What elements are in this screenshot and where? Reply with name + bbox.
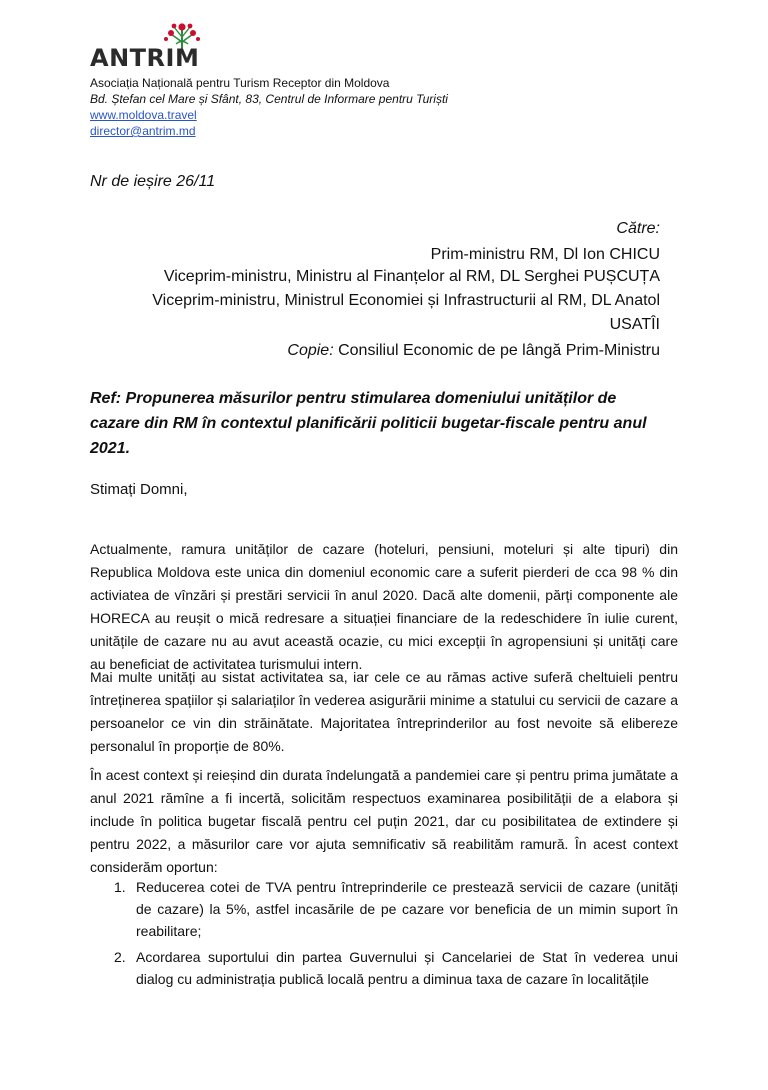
logo-text: ANTRIM: [90, 44, 200, 72]
recipient-finance-minister: Viceprim-ministru, Ministru al Finanțelor al RM, DL Serghei PUȘCUȚA: [163, 268, 660, 285]
recipient-prime-minister: Prim-ministru RM, Dl Ion CHICU: [430, 246, 660, 263]
copy-recipient-name: Consiliul Economic de pe lângă Prim-Ministru: [333, 342, 660, 359]
organization-name: Asociația Națională pentru Turism Receptor din Moldova: [90, 76, 390, 90]
outgoing-number: Nr de ieșire 26/11: [90, 173, 216, 190]
copy-label: Copie:: [287, 342, 334, 359]
recipients-label: Către:: [616, 220, 660, 237]
email-link[interactable]: director@antrim.md: [90, 124, 196, 138]
paragraph: În acest context și reieșind din durata îndelungată a pandemiei care și pentru prima jumătate a anul 2021 rămîne a fi incertă, solicităm respectuos examinarea posibilității de a elabora și include în politica bugetar fiscală pentru cel puțin 2021, dar cu posibilitatea de extindere și pentru 2022, a măsurilor care vor ajuta semnificativ să reabilităm ramură. În acest context considerăm oportun:: [90, 767, 678, 875]
reference-subject: Ref: Propunerea măsurilor pentru stimularea domeniului unităților de cazare din RM în contextul planificării politicii bugetar-fiscale pentru anul 2021.: [90, 390, 647, 457]
recipient-economy-minister: Viceprim-ministru, Ministrul Economiei și Infrastructurii al RM, DL Anatol: [152, 292, 660, 309]
paragraph: Mai multe unități au sistat activitatea sa, iar cele ce au rămas active suferă cheltuieli pentru întreținerea spațiilor și salariaților în vederea asigurării minime a statului cu servicii de cazare a persoanelor ce vin din străinătate. Majoritatea întreprinderilor au fost nevoite să elibereze personalul în proporție de 80%.: [90, 669, 678, 754]
antrim-logo: [90, 22, 250, 74]
website-link[interactable]: www.moldova.travel: [90, 108, 197, 122]
list-item: [90, 876, 678, 942]
copy-recipient: [287, 340, 660, 362]
paragraph: Actualmente, ramura unităților de cazare (hoteluri, pensiuni, moteluri și alte tipuri) din Republica Moldova este unica din domeniul economic care a suferit pierderi de cca 98 % din activiatea de vînzări și prestări servicii în anul 2020. Dacă alte domenii, părți componente ale HORECA au reușit o mică redresare a situației financiare de la redeschidere în iulie curent, unitățile de cazare nu au avut această ocazie, cu mici excepții în agropensiuni și unități care au beneficiat de activitatea turismului intern.: [90, 541, 678, 672]
list-item-text: Acordarea suportului din partea Guvernului și Cancelariei de Stat în vederea unui dialog cu administrația publică locală pentru a diminua taxa de cazare în localitățile: [136, 949, 678, 987]
list-item-number: 2.: [114, 949, 126, 965]
list-item-text: Reducerea cotei de TVA pentru întreprinderile ce prestează servicii de cazare (unități de cazare) la 5%, astfel incasările de pe cazare vor beneficia de un mimin suport în reabilitare;: [136, 879, 678, 939]
recipient-economy-minister-surname: USATÎI: [609, 316, 660, 333]
greeting: Stimați Domni,: [90, 481, 188, 498]
proposals-list: [90, 876, 678, 994]
list-item: [90, 946, 678, 990]
list-item-number: 1.: [114, 879, 126, 895]
organization-address: Bd. Ștefan cel Mare și Sfânt, 83, Centrul de Informare pentru Turiști: [90, 92, 448, 106]
